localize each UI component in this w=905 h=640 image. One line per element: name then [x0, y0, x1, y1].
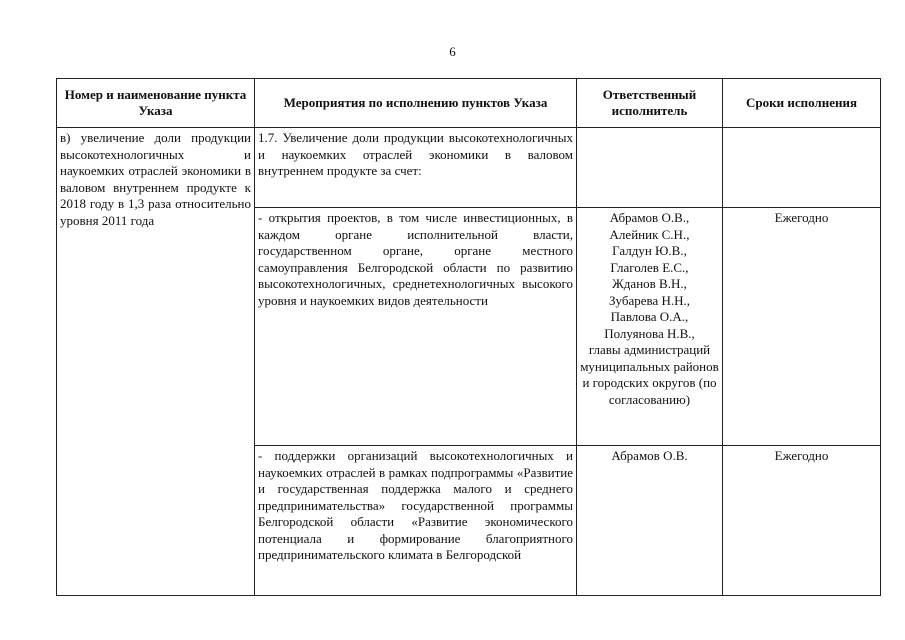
header-measures: Мероприятия по исполнению пунктов Указа — [255, 79, 577, 128]
responsible-cell — [577, 208, 723, 446]
responsible-person: Полуянова Н.В., — [604, 325, 695, 341]
measure-cell: - открытия проектов, в том числе инвестиционных, в каждом органе исполнительной власти, государственном органе, органе местного самоуправления Белгородской области по развитию высокотехнологичных, среднетехнологичных высокого уровня и наукоемких видов деятельности — [255, 208, 577, 446]
responsible-person: Абрамов О.В. — [611, 448, 688, 463]
measure-cell: 1.7. Увеличение доли продукции высокотехнологичных и наукоемких отраслей экономики в валовом внутреннем продукте за счет: — [255, 128, 577, 208]
page-number: 6 — [449, 44, 456, 59]
header-responsible: Ответственный исполнитель — [577, 79, 723, 128]
header-deadline: Сроки исполнения — [723, 79, 881, 128]
responsible-person: Абрамов О.В., — [609, 210, 690, 225]
responsible-person: Жданов В.Н., — [612, 276, 687, 291]
table-header-row — [57, 79, 881, 128]
deadline-cell: Ежегодно — [723, 446, 881, 596]
responsible-person: Галдун Ю.В., — [612, 243, 687, 258]
decree-item-cell: в) увеличение доли продукции высокотехнологичных и наукоемких отраслей экономики в валовом внутреннем продукте к 2018 году в 1,3 раза относительно уровня 2011 года — [57, 128, 255, 596]
deadline-cell: Ежегодно — [723, 208, 881, 446]
table-row — [57, 128, 881, 208]
responsible-person: Алейник С.Н., — [609, 226, 690, 242]
measures-table — [56, 78, 881, 596]
responsible-cell — [577, 128, 723, 208]
header-decree-item: Номер и наименование пункта Указа — [57, 79, 255, 128]
deadline-cell — [723, 128, 881, 208]
responsible-person: Зубарева Н.Н., — [608, 292, 690, 308]
measure-cell: - поддержки организаций высокотехнологичных и наукоемких отраслей в рамках подпрограммы «Развитие и государственная поддержка малого и среднего предпринимательства» государственной программы Белгородской области «Развитие экономического потенциала и формирование благоприятного предпринимательского климата в Белгородской — [255, 446, 577, 596]
responsible-municipal-heads: главы администраций муниципальных районов и городских округов (по согласованию) — [580, 342, 719, 407]
responsible-cell — [577, 446, 723, 596]
responsible-person: Глаголев Е.С., — [610, 259, 689, 275]
responsible-person: Павлова О.А., — [610, 309, 689, 324]
